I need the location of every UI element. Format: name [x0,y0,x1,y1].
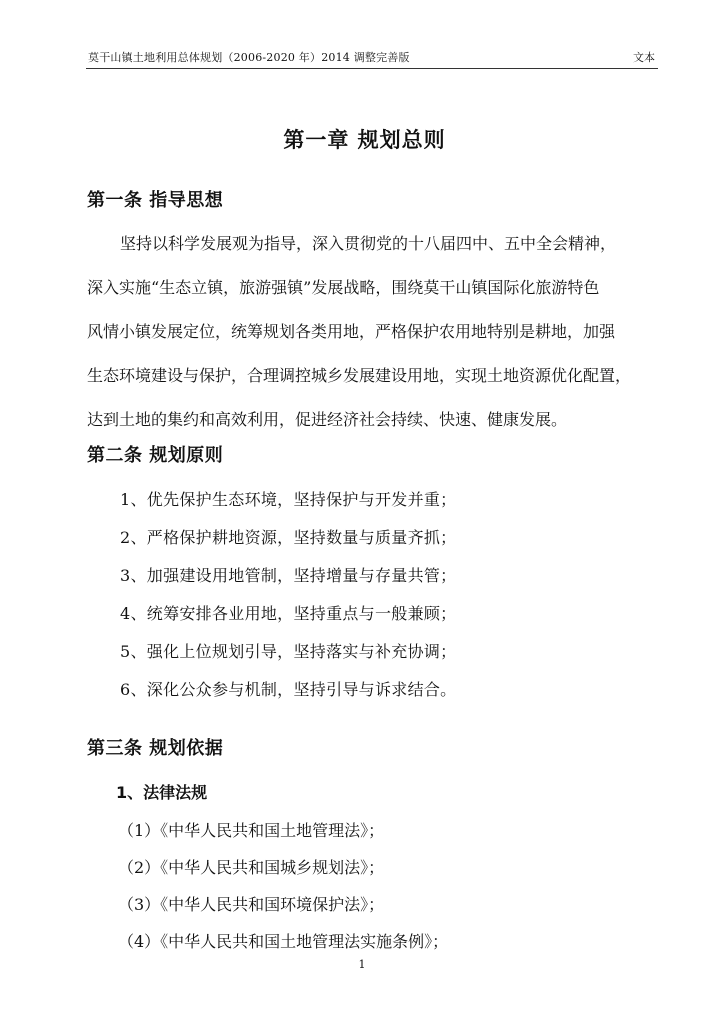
chapter-title: 第一章 规划总则 [283,128,446,152]
header-title: 莫干山镇土地利用总体规划（2006-2020 年）2014 调整完善版 [88,51,410,64]
principle-item: 5、强化上位规划引导，坚持落实与补充协调； [120,642,457,661]
principle-item: 4、统筹安排各业用地，坚持重点与一般兼顾； [120,604,457,623]
law-item: （1）《中华人民共和国土地管理法》； [118,821,385,840]
paragraph-line: 坚持以科学发展观为指导，深入贯彻党的十八届四中、五中全会精神， [120,234,617,253]
header-doc-type: 文本 [633,51,655,64]
article-2-heading: 第二条 规划原则 [87,445,224,466]
principle-item: 2、严格保护耕地资源，坚持数量与质量齐抓； [120,528,457,547]
law-item: （3）《中华人民共和国环境保护法》； [118,895,385,914]
paragraph-line: 达到土地的集约和高效利用，促进经济社会持续、快速、健康发展。 [87,410,568,429]
paragraph-line: 风情小镇发展定位，统筹规划各类用地，严格保护农用地特别是耕地，加强 [87,322,616,341]
laws-sub-heading: 1、法律法规 [116,783,208,802]
law-item: （2）《中华人民共和国城乡规划法》； [118,858,385,877]
principle-item: 3、加强建设用地管制，坚持增量与存量共管； [120,566,457,585]
article-3-heading: 第三条 规划依据 [87,738,224,759]
principle-item: 6、深化公众参与机制，坚持引导与诉求结合。 [120,680,457,699]
paragraph-line: 生态环境建设与保护，合理调控城乡发展建设用地，实现土地资源优化配置， [87,366,632,385]
paragraph-line: 深入实施“生态立镇，旅游强镇”发展战略，围绕莫干山镇国际化旅游特色 [87,278,600,297]
law-item: （4）《中华人民共和国土地管理法实施条例》； [118,932,449,951]
principle-item: 1、优先保护生态环境，坚持保护与开发并重； [120,490,457,509]
article-1-heading: 第一条 指导思想 [87,190,224,211]
page-number: 1 [358,958,366,971]
article-1-body [87,222,647,442]
header-divider [86,68,658,69]
